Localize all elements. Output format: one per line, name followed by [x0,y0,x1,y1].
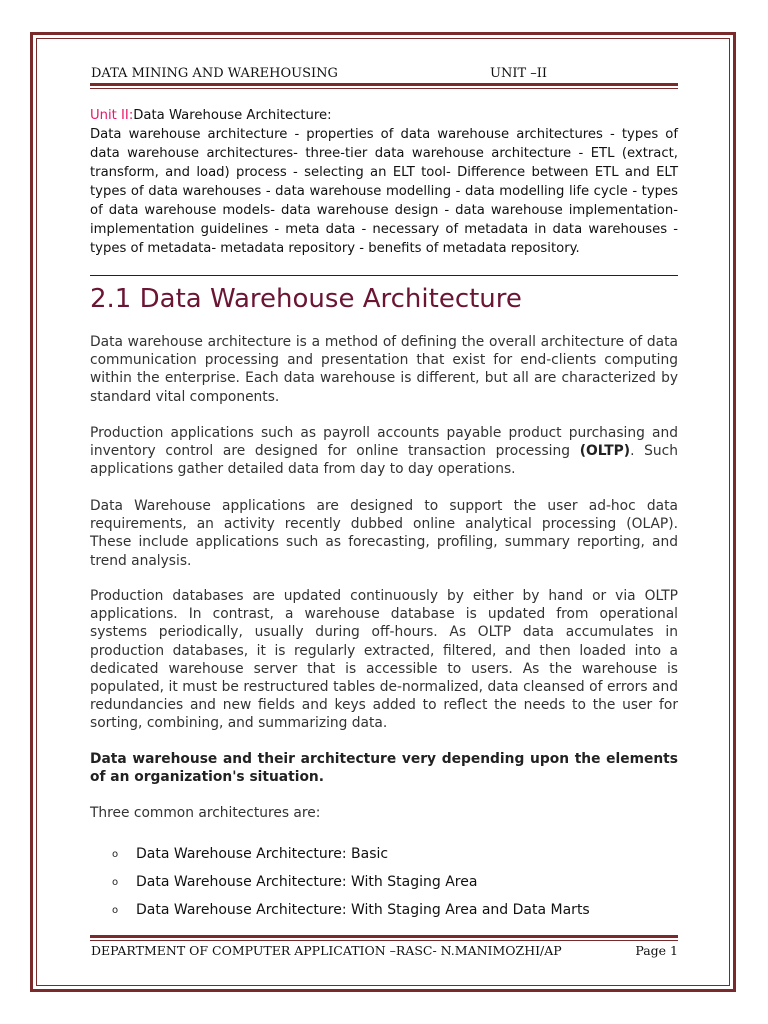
list-item [90,874,678,902]
bullet-icon: o [112,905,119,916]
page-footer [90,943,678,959]
paragraph-definition: Data warehouse architecture is a method of defining the overall architecture of data communication processing and presentation that exist for end-clients computing within the enterprise. Each data warehouse is different, but all are characterized by standard vital components. [90,334,678,405]
syllabus-unit-line [90,106,678,125]
paragraph-oltp-text: Production applications such as payroll accounts payable product purchasing and inventory control are designed for online transaction processing [90,425,678,460]
bold-statement: Data warehouse and their architecture very depending upon the elements of an organization's situation. [90,751,678,786]
footer-department: DEPARTMENT OF COMPUTER APPLICATION –RASC- N.MANIMOZHI/AP [91,943,562,958]
syllabus-unit-title: Data Warehouse Architecture: [133,108,332,123]
header-unit: UNIT –II [490,66,548,81]
bullet-icon: o [112,849,119,860]
list-item-text: Data Warehouse Architecture: Basic [136,846,389,862]
section-heading: 2.1 Data Warehouse Architecture [90,284,522,314]
bullet-icon: o [112,877,119,888]
list-item [90,846,678,874]
syllabus-topics: Data warehouse architecture - properties of data warehouse architectures - types of data warehouse architectures- three-tier data warehouse architecture - ETL (extract, transform, and load) process - selecting an ELT tool- Difference between ETL and ELT types of data warehouses - data warehouse modelling - data modelling life cycle - types of data warehouse models- data warehouse design - data warehouse implementation- implementation guidelines - meta data - necessary of metadata in data warehouses - types of metadata- metadata repository - benefits of metadata repository. [90,127,678,256]
footer-rule-thin [90,940,678,941]
syllabus-block [90,106,678,258]
paragraph-production-db: Production databases are updated continuously by either by hand or via OLTP applications. In contrast, a warehouse database is updated from operational systems periodically, usually during off-hours. As OLTP data accumulates in production databases, it is regularly extracted, filtered, and then loaded into a dedicated warehouse server that is accessible to users. As the warehouse is populated, it must be restructured tables de-normalized, data cleansed of errors and redundancies and new fields and keys added to reflect the needs to the user for sorting, combining, and summarizing data. [90,588,678,732]
list-intro: Three common architectures are: [90,805,321,821]
header-rule-thin [90,88,678,89]
syllabus-divider [90,275,678,276]
list-item [90,902,678,930]
list-item-text: Data Warehouse Architecture: With Staging Area and Data Marts [136,902,590,918]
oltp-term: (OLTP) [579,443,631,460]
footer-page-number: Page 1 [635,943,678,958]
paragraph-oltp [90,424,678,479]
paragraph-olap: Data Warehouse applications are designed to support the user ad-hoc data requirements, an activity recently dubbed online analytical processing (OLAP). These include applications such as forecasting, profiling, summary reporting, and trend analysis. [90,498,678,569]
footer-rule-thick [90,935,678,938]
header-rule-thick [90,83,678,86]
syllabus-unit-label: Unit II: [90,108,134,123]
architecture-list [90,846,678,930]
list-item-text: Data Warehouse Architecture: With Staging Area [136,874,478,890]
header-course-title: DATA MINING AND WAREHOUSING [91,66,338,81]
page-header [90,66,678,82]
paragraph-oltp-end: . Such applications gather detailed data from day to day operations. [90,443,679,478]
